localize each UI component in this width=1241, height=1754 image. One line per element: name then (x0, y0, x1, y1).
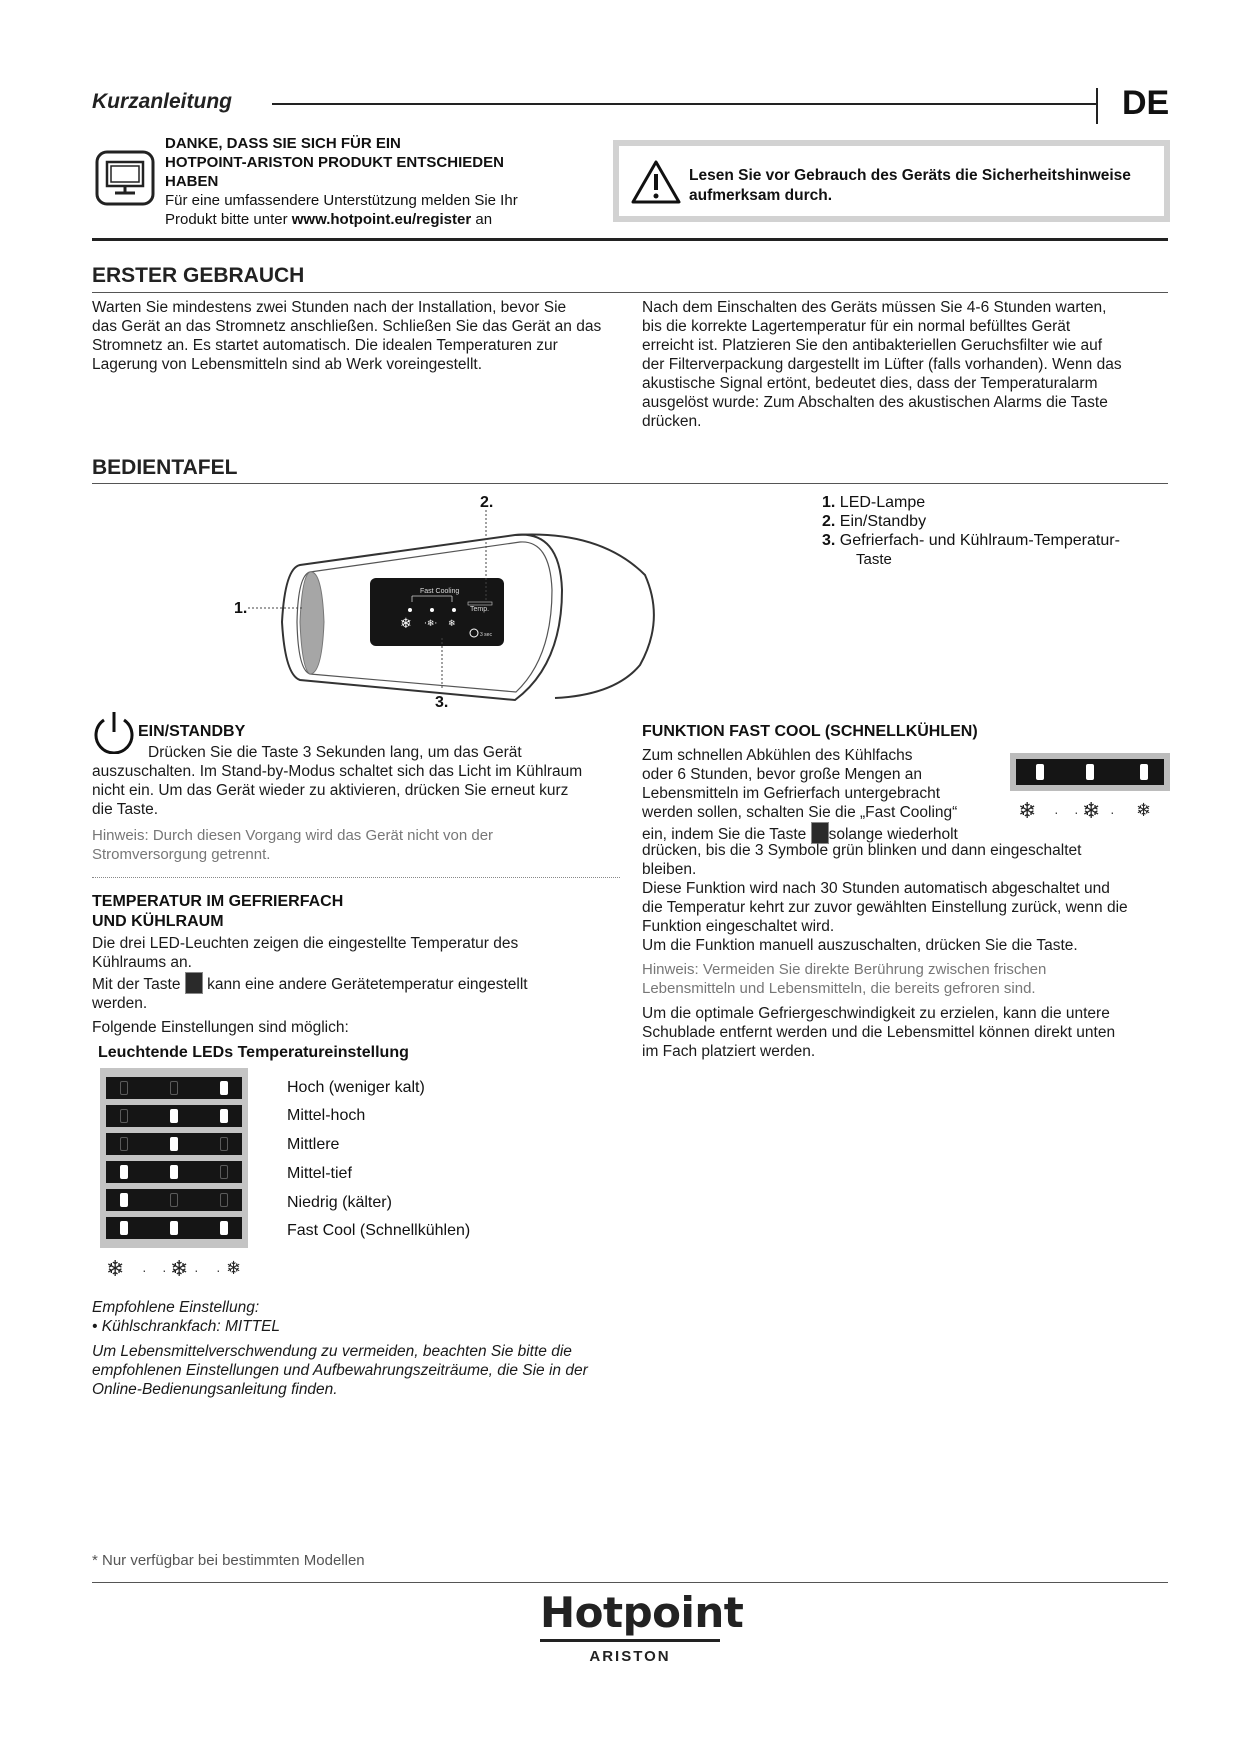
title-line: TEMPERATUR IM GEFRIERFACH (92, 893, 344, 910)
warning-text (689, 166, 1159, 206)
text-fragment: ein, indem Sie die Taste (642, 826, 807, 843)
text-line: • Kühlschrankfach: MITTEL (92, 1318, 281, 1335)
snowflake-icon: ❄ (1082, 798, 1101, 823)
register-line (165, 210, 585, 229)
text-line: auszuschalten. Im Stand-by-Modus schaltet sich das Licht im Kühlraum (92, 763, 583, 780)
snowflake-icon: ❄ (1018, 798, 1037, 823)
snowflake-icon: ❄ (400, 616, 412, 632)
led-row (106, 1133, 242, 1155)
dot-icon: · (1074, 804, 1079, 820)
note-line: Hinweis: Durch diesen Vorgang wird das Gerät nicht von der (92, 827, 494, 844)
led-on (120, 1193, 128, 1207)
led-row (106, 1217, 242, 1239)
legend-item (822, 531, 1162, 550)
dot-icon: · (162, 1262, 167, 1278)
dot-icon: · (1110, 804, 1115, 820)
header-rule (272, 103, 1098, 105)
text-line: die Temperatur kehrt zur zuvor gewählten Einstellung zurück, wenn die (642, 899, 1128, 916)
brand-name: Hotpoint (540, 1588, 744, 1637)
led-on (170, 1109, 178, 1123)
text-line: ausgelöst wurde: Zum Abschalten des akustischen Alarms die Taste (642, 394, 1108, 411)
settings-intro: Folgende Einstellungen sind möglich: (92, 1019, 349, 1036)
fast-cool-led-panel (1010, 753, 1170, 791)
led-row (106, 1161, 242, 1183)
thanks-line: HOTPOINT-ARISTON PRODUKT ENTSCHIEDEN (165, 154, 504, 171)
section-divider (92, 238, 1168, 241)
led-on (170, 1137, 178, 1151)
legend-text: LED-Lampe (839, 494, 926, 511)
fast-cool-note (642, 960, 1172, 998)
text-line: Online-Bedienungsanleitung finden. (92, 1381, 338, 1398)
text-line: im Fach platziert werden. (642, 1043, 816, 1060)
text-line: akustische Signal ertönt, bedeutet dies, dass der Temperaturalarm (642, 375, 1098, 392)
text-line: Zum schnellen Abkühlen des Kühlfachs (642, 747, 913, 764)
text-line: Nach dem Einschalten des Geräts müssen Sie 4-6 Stunden warten, (642, 299, 1107, 316)
snowflake-row (1018, 798, 1168, 824)
standby-title: EIN/STANDBY (138, 723, 246, 740)
text-line: Warten Sie mindestens zwei Stunden nach der Installation, bevor Sie (92, 299, 567, 316)
led-off (120, 1137, 128, 1151)
text-line: das Gerät an das Stromnetz anschließen. Schließen Sie das Gerät an das (92, 318, 602, 335)
snowflake-icon: ·❄· (424, 619, 438, 629)
text-line: Kühlraums an. (92, 954, 192, 971)
temp-label: Temp. (470, 606, 490, 613)
text-line (92, 972, 622, 994)
text-line: die Taste. (92, 801, 159, 818)
thanks-message (165, 134, 585, 229)
note-line: Hinweis: Vermeiden Sie direkte Berührung zwischen frischen (642, 961, 1047, 978)
led-off (120, 1109, 128, 1123)
led-on (120, 1221, 128, 1235)
text-fragment: kann eine andere Gerätetemperatur eingestellt (207, 976, 528, 993)
legend-num: 3. (822, 532, 836, 549)
led-on (170, 1221, 178, 1235)
first-use-left-text (92, 298, 622, 374)
dot-icon: · (194, 1262, 199, 1278)
text-line: erreicht ist. Platzieren Sie den antibakteriellen Geruchsfilter wie auf (642, 337, 1103, 354)
led-row (106, 1077, 242, 1099)
legend-text: Ein/Standby (839, 513, 927, 530)
setting-label: Fast Cool (Schnellkühlen) (287, 1222, 471, 1239)
text-fragment: Mit der Taste (92, 976, 181, 993)
temp-button-icon (185, 972, 203, 994)
standby-note (92, 826, 622, 864)
text-line: Um die Funktion manuell auszuschalten, drücken Sie die Taste. (642, 937, 1078, 954)
safety-warning-box (613, 140, 1170, 222)
section-rule (92, 483, 1168, 484)
setting-label: Niedrig (kälter) (287, 1194, 392, 1211)
register-post: an (471, 211, 493, 228)
language-code: DE (1122, 84, 1170, 122)
diagram-label-3: 3. (435, 694, 449, 711)
thanks-line: DANKE, DASS SIE SICH FÜR EIN (165, 135, 401, 152)
doc-title: Kurzanleitung (92, 90, 232, 113)
dot-icon: · (1054, 804, 1059, 820)
first-use-right-text (642, 298, 1162, 431)
section-title-control-panel: BEDIENTAFEL (92, 456, 238, 479)
text-line: drücken, bis die 3 Symbole grün blinken und dann eingeschaltet (642, 842, 1082, 859)
dot-icon: · (142, 1262, 147, 1278)
legend-item (822, 512, 1162, 531)
led-row (106, 1105, 242, 1127)
diagram-label-1: 1. (234, 600, 248, 617)
led-on (1086, 764, 1094, 780)
settings-table-header: Leuchtende LEDs Temperatureinstellung (98, 1044, 409, 1061)
title-line: UND KÜHLRAUM (92, 913, 224, 930)
control-panel-legend (822, 493, 1162, 569)
led-on (170, 1165, 178, 1179)
monitor-icon (95, 150, 155, 208)
food-waste-note (92, 1342, 652, 1399)
legend-num: 1. (822, 494, 836, 511)
snowflake-icon: ❄ (106, 1256, 125, 1281)
led-row (1016, 759, 1164, 785)
legend-item (822, 493, 1162, 512)
setting-label: Mittel-tief (287, 1165, 352, 1182)
text-line: Empfohlene Einstellung: (92, 1299, 260, 1316)
text-line: werden. (92, 995, 148, 1012)
register-pre: Produkt bitte unter (165, 211, 292, 228)
text-line: Funktion eingeschaltet wird. (642, 918, 835, 935)
led-on (120, 1165, 128, 1179)
text-line: empfohlenen Einstellungen und Aufbewahrungszeiträume, die Sie in der (92, 1362, 588, 1379)
setting-label: Mittel-hoch (287, 1107, 366, 1124)
text-line: Stromnetz an. Es startet automatisch. Die idealen Temperaturen zur (92, 337, 558, 354)
header-rule-end (1096, 88, 1098, 124)
text-line: Schublade entfernt werden und die Lebensmittel können direkt unten (642, 1024, 1116, 1041)
footnote: * Nur verfügbar bei bestimmten Modellen (92, 1552, 365, 1569)
logo-rule (540, 1639, 720, 1642)
text-line: Um Lebensmittelverschwendung zu vermeiden, beachten Sie bitte die (92, 1343, 572, 1360)
fast-cool-text-c (642, 1004, 1172, 1061)
thanks-line: HABEN (165, 173, 219, 190)
text-line: drücken. (642, 413, 702, 430)
text-fragment: solange wiederholt (828, 826, 958, 843)
hotpoint-ariston-logo (540, 1588, 744, 1665)
led-row (106, 1189, 242, 1211)
temperature-text (92, 934, 622, 1013)
led-off (220, 1137, 228, 1151)
text-line: nicht ein. Um das Gerät wieder zu aktivieren, drücken Sie erneut kurz (92, 782, 569, 799)
register-text: Für eine umfassendere Unterstützung melden Sie Ihr (165, 192, 518, 209)
led-off (170, 1193, 178, 1207)
control-panel-diagram (220, 490, 660, 720)
fast-cool-title: FUNKTION FAST COOL (SCHNELLKÜHLEN) (642, 723, 978, 740)
section-title-first-use: ERSTER GEBRAUCH (92, 264, 305, 287)
register-link[interactable]: www.hotpoint.eu/register (291, 211, 472, 228)
fast-cooling-label: Fast Cooling (420, 588, 460, 595)
led-on (220, 1221, 228, 1235)
recommended-setting (92, 1298, 622, 1336)
note-line: Lebensmitteln und Lebensmitteln, die bereits gefroren sind. (642, 980, 1036, 997)
text-line: Lebensmitteln im Gefrierfach untergebracht (642, 785, 941, 802)
warning-line: aufmerksam durch. (689, 187, 832, 204)
led-off (170, 1081, 178, 1095)
text-line: Lagerung von Lebensmitteln sind ab Werk voreingestellt. (92, 356, 483, 373)
led-off (120, 1081, 128, 1095)
led-off (220, 1165, 228, 1179)
brand-sub: ARISTON (589, 1648, 671, 1665)
text-line: Diese Funktion wird nach 30 Stunden automatisch abgeschaltet und (642, 880, 1110, 897)
text-line: bleiben. (642, 861, 697, 878)
led-on (220, 1081, 228, 1095)
led-on (220, 1109, 228, 1123)
warning-line: Lesen Sie vor Gebrauch des Geräts die Sicherheitshinweise (689, 167, 1131, 184)
text-line: der Filterverpackung dargestellt im Lüfter (falls vorhanden). Wenn das (642, 356, 1122, 373)
dotted-divider (92, 877, 620, 878)
zone-label: 3 sec (480, 632, 492, 638)
text-line: Um die optimale Gefriergeschwindigkeit zu erzielen, kann die untere (642, 1005, 1110, 1022)
legend-text: Taste (856, 551, 892, 568)
led-on (1140, 764, 1148, 780)
text-line: Die drei LED-Leuchten zeigen die eingestellte Temperatur des (92, 935, 519, 952)
section-rule (92, 292, 1168, 293)
led-settings-panel (100, 1068, 248, 1248)
fast-cool-text-b (642, 841, 1172, 955)
footer-rule (92, 1582, 1168, 1583)
dot-icon: · (216, 1262, 221, 1278)
note-line: Stromversorgung getrennt. (92, 846, 271, 863)
text-line: bis die korrekte Lagertemperatur für ein normal befülltes Gerät (642, 318, 1071, 335)
legend-num: 2. (822, 513, 836, 530)
setting-label: Mittlere (287, 1136, 340, 1153)
legend-text: Gefrierfach- und Kühlraum-Temperatur- (839, 532, 1120, 549)
text-line: werden sollen, schalten Sie die „Fast Cooling“ (642, 804, 958, 821)
snowflake-icon: ❄ (1136, 800, 1152, 820)
diagram-label-2: 2. (480, 494, 494, 511)
snowflake-icon: ❄ (226, 1258, 242, 1278)
led-off (220, 1193, 228, 1207)
fast-cool-text-a (642, 746, 1002, 844)
text-line: oder 6 Stunden, bevor große Mengen an (642, 766, 923, 783)
text-line: Drücken Sie die Taste 3 Sekunden lang, um das Gerät (148, 744, 522, 761)
led-on (1036, 764, 1044, 780)
warning-icon (631, 160, 681, 204)
temperature-title (92, 892, 343, 932)
snowflake-icon: ❄ (170, 1256, 189, 1281)
snowflake-row (106, 1256, 256, 1282)
standby-text (92, 743, 622, 819)
setting-label: Hoch (weniger kalt) (287, 1079, 425, 1096)
snowflake-icon: ❄ (448, 619, 456, 629)
